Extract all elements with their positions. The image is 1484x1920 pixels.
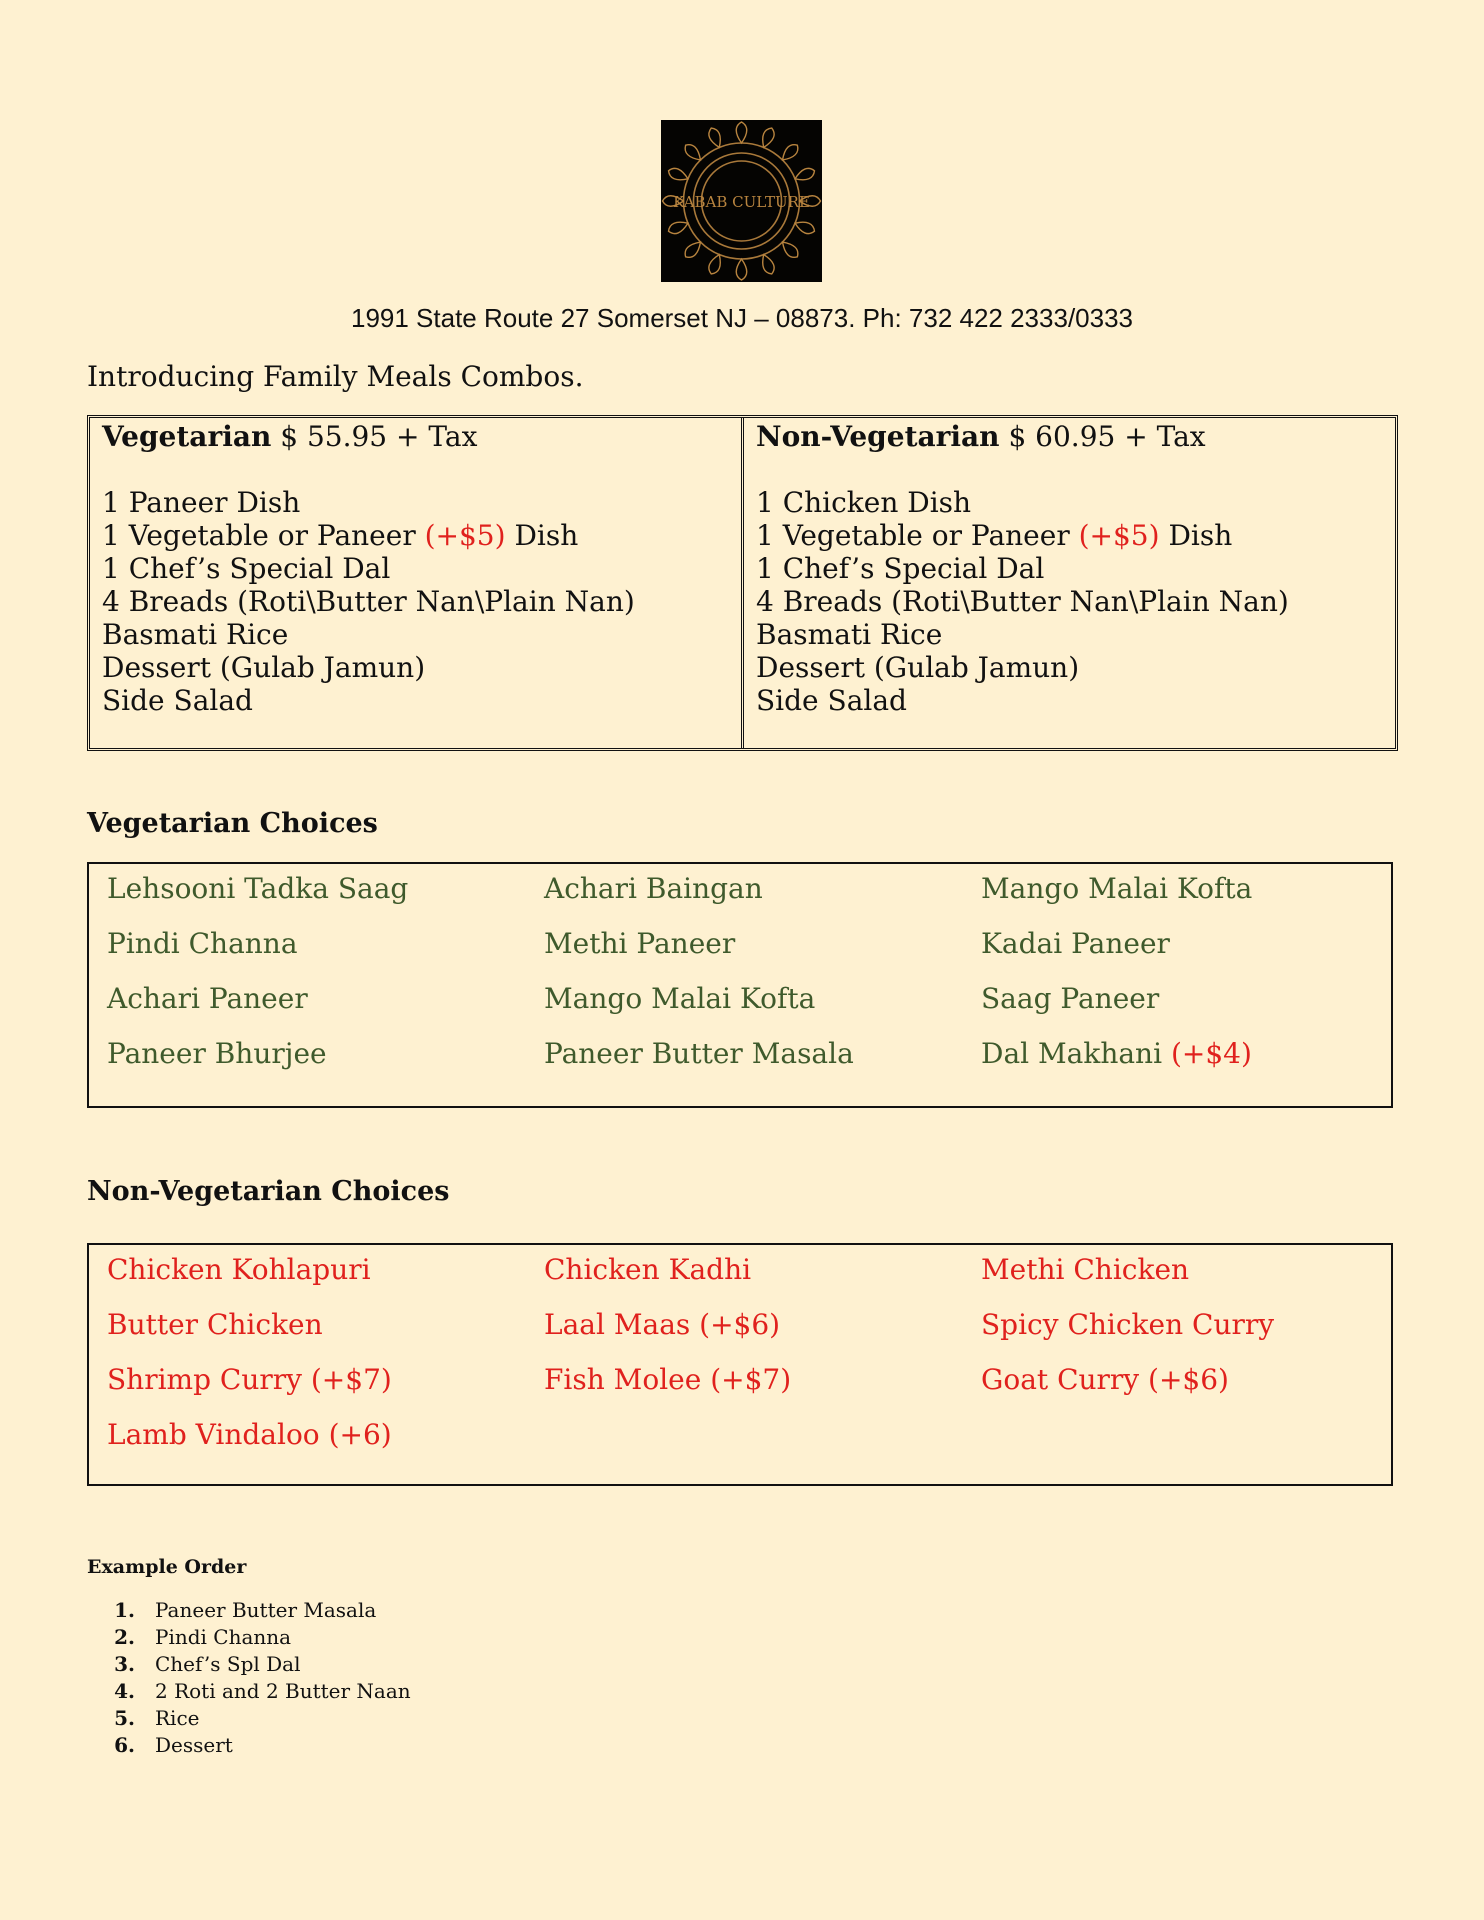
choice-item <box>981 1253 1189 1286</box>
example-order-text: 2 Roti and 2 Butter Naan <box>155 1679 411 1703</box>
choice-item <box>544 1253 751 1286</box>
choice-item-name: Laal Maas (+$6) <box>544 1308 781 1341</box>
nonveg-combo-item <box>756 684 1383 717</box>
combo-item-text: 1 Vegetable or Paneer <box>756 519 1079 552</box>
nonveg-combo-item <box>756 618 1383 651</box>
example-order-text: Pindi Channa <box>155 1625 292 1649</box>
nonveg-combo-item <box>756 519 1383 552</box>
combo-item-text: 1 Chicken Dish <box>756 486 972 519</box>
choice-item <box>981 927 1170 960</box>
example-order-title: Example Order <box>87 1556 247 1578</box>
example-order-number: 6. <box>114 1733 135 1757</box>
combo-item-text: Dessert (Gulab Jamun) <box>102 651 426 684</box>
nonveg-combo-item <box>756 552 1383 585</box>
example-order-list <box>87 1597 411 1759</box>
example-order-text: Dessert <box>155 1733 233 1757</box>
logo-petal <box>779 238 801 260</box>
veg-combo-title: Vegetarian <box>102 420 272 453</box>
nonveg-combo-item <box>756 585 1383 618</box>
combo-item-text: Basmati Rice <box>102 618 289 651</box>
logo-petal <box>736 259 747 280</box>
example-order-number: 1. <box>114 1598 135 1622</box>
nonveg-choices-title: Non-Vegetarian Choices <box>87 1176 450 1207</box>
veg-combo-item <box>102 684 729 717</box>
combo-item-text: 4 Breads (Roti\Butter Nan\Plain Nan) <box>756 585 1289 618</box>
choice-item-name: Dal Makhani <box>981 1037 1171 1070</box>
combo-item-text: Side Salad <box>756 684 907 717</box>
example-order-number: 2. <box>114 1625 135 1649</box>
example-order-item <box>87 1651 411 1678</box>
choice-item-surcharge: (+$4) <box>1170 1037 1252 1070</box>
choice-item-name: Mango Malai Kofta <box>981 872 1253 905</box>
choice-item <box>544 1363 791 1396</box>
choice-item-name: Paneer Butter Masala <box>544 1037 854 1070</box>
combo-item-text: 4 Breads (Roti\Butter Nan\Plain Nan) <box>102 585 635 618</box>
example-order-number: 4. <box>114 1679 135 1703</box>
choice-item <box>981 872 1252 905</box>
combo-item-text: 1 Chef’s Special Dal <box>756 552 1045 585</box>
nonveg-combo-item <box>756 486 1383 519</box>
example-order-item <box>87 1705 411 1732</box>
combo-item-surcharge: (+$5) <box>424 519 506 552</box>
example-order-item <box>87 1678 411 1705</box>
choice-item-name: Kadai Paneer <box>981 927 1170 960</box>
choice-item <box>107 872 408 905</box>
choice-item <box>981 1037 1252 1070</box>
nonveg-choices-box <box>87 1243 1393 1486</box>
veg-choices-box <box>87 862 1393 1108</box>
choice-item <box>107 1418 392 1451</box>
veg-choices-title: Vegetarian Choices <box>87 808 378 839</box>
choice-item-name: Mango Malai Kofta <box>544 982 816 1015</box>
choice-item-name: Saag Paneer <box>981 982 1160 1015</box>
example-order-item <box>87 1732 411 1759</box>
nonveg-combo-cell <box>741 418 1395 748</box>
choice-item <box>544 1037 854 1070</box>
choice-item-name: Methi Paneer <box>544 927 736 960</box>
choice-item-name: Chicken Kohlapuri <box>107 1253 371 1286</box>
combo-item-text: 1 Vegetable or Paneer <box>102 519 425 552</box>
choice-item-name: Achari Paneer <box>107 982 308 1015</box>
logo-brand-text: KABAB CULTURE <box>673 193 810 211</box>
combo-item-suffix: Dish <box>1159 519 1233 552</box>
choice-item-name: Achari Baingan <box>544 872 763 905</box>
choice-item-name: Paneer Bhurjee <box>107 1037 327 1070</box>
choice-item <box>544 927 735 960</box>
choice-item-name: Lehsooni Tadka Saag <box>107 872 409 905</box>
restaurant-address: 1991 State Route 27 Somerset NJ – 08873. Ph: 732 422 2333/0333 <box>350 303 1134 333</box>
choice-item <box>107 927 298 960</box>
veg-combo-cell <box>90 418 741 748</box>
veg-combo-item <box>102 519 729 552</box>
choice-item-name: Methi Chicken <box>981 1253 1190 1286</box>
combo-table <box>87 415 1398 751</box>
veg-combo-price: $ 55.95 + Tax <box>280 420 478 453</box>
choice-item <box>981 1308 1274 1341</box>
mandala-logo-icon <box>661 120 822 282</box>
veg-combo-item <box>102 618 729 651</box>
combo-item-text: 1 Paneer Dish <box>102 486 301 519</box>
choice-item <box>981 1363 1229 1396</box>
kabab-culture-logo <box>661 120 822 282</box>
nonveg-combo-header <box>756 420 1383 453</box>
nonveg-combo-price: $ 60.95 + Tax <box>1008 420 1206 453</box>
choice-item-name: Lamb Vindaloo (+6) <box>107 1418 392 1451</box>
choice-item <box>981 982 1159 1015</box>
example-order-number: 5. <box>114 1706 135 1730</box>
example-order-number: 3. <box>114 1652 135 1676</box>
example-order-item <box>87 1597 411 1624</box>
example-order-text: Rice <box>155 1706 200 1730</box>
choice-item-name: Spicy Chicken Curry <box>981 1308 1275 1341</box>
choice-item <box>544 872 763 905</box>
veg-combo-items <box>102 486 729 717</box>
nonveg-combo-title: Non-Vegetarian <box>756 420 1000 453</box>
example-order-text: Chef’s Spl Dal <box>155 1652 301 1676</box>
choice-item <box>107 1308 323 1341</box>
veg-combo-item <box>102 552 729 585</box>
combo-item-suffix: Dish <box>505 519 579 552</box>
nonveg-combo-items <box>756 486 1383 717</box>
choice-item <box>107 1363 392 1396</box>
choice-item-name: Shrimp Curry (+$7) <box>107 1363 392 1396</box>
combo-item-surcharge: (+$5) <box>1078 519 1160 552</box>
combo-item-text: Basmati Rice <box>756 618 943 651</box>
veg-combo-item <box>102 486 729 519</box>
choice-item <box>107 982 308 1015</box>
choice-item-name: Fish Molee (+$7) <box>544 1363 792 1396</box>
choice-item <box>544 1308 780 1341</box>
choice-item <box>544 982 815 1015</box>
combo-item-text: Dessert (Gulab Jamun) <box>756 651 1080 684</box>
combo-item-text: Side Salad <box>102 684 253 717</box>
example-order-text: Paneer Butter Masala <box>155 1598 377 1622</box>
veg-combo-item <box>102 585 729 618</box>
logo-petal <box>779 141 801 163</box>
choice-item <box>107 1253 371 1286</box>
choice-item-name: Chicken Kadhi <box>544 1253 752 1286</box>
choice-item <box>107 1037 327 1070</box>
logo-petal <box>736 122 747 143</box>
logo-petal <box>682 238 704 260</box>
intro-heading: Introducing Family Meals Combos. <box>87 360 584 393</box>
nonveg-combo-item <box>756 651 1383 684</box>
veg-combo-header <box>102 420 729 453</box>
example-order-item <box>87 1624 411 1651</box>
choice-item-name: Butter Chicken <box>107 1308 323 1341</box>
choice-item-name: Pindi Channa <box>107 927 298 960</box>
logo-petal <box>682 141 704 163</box>
veg-combo-item <box>102 651 729 684</box>
choice-item-name: Goat Curry (+$6) <box>981 1363 1229 1396</box>
combo-item-text: 1 Chef’s Special Dal <box>102 552 391 585</box>
